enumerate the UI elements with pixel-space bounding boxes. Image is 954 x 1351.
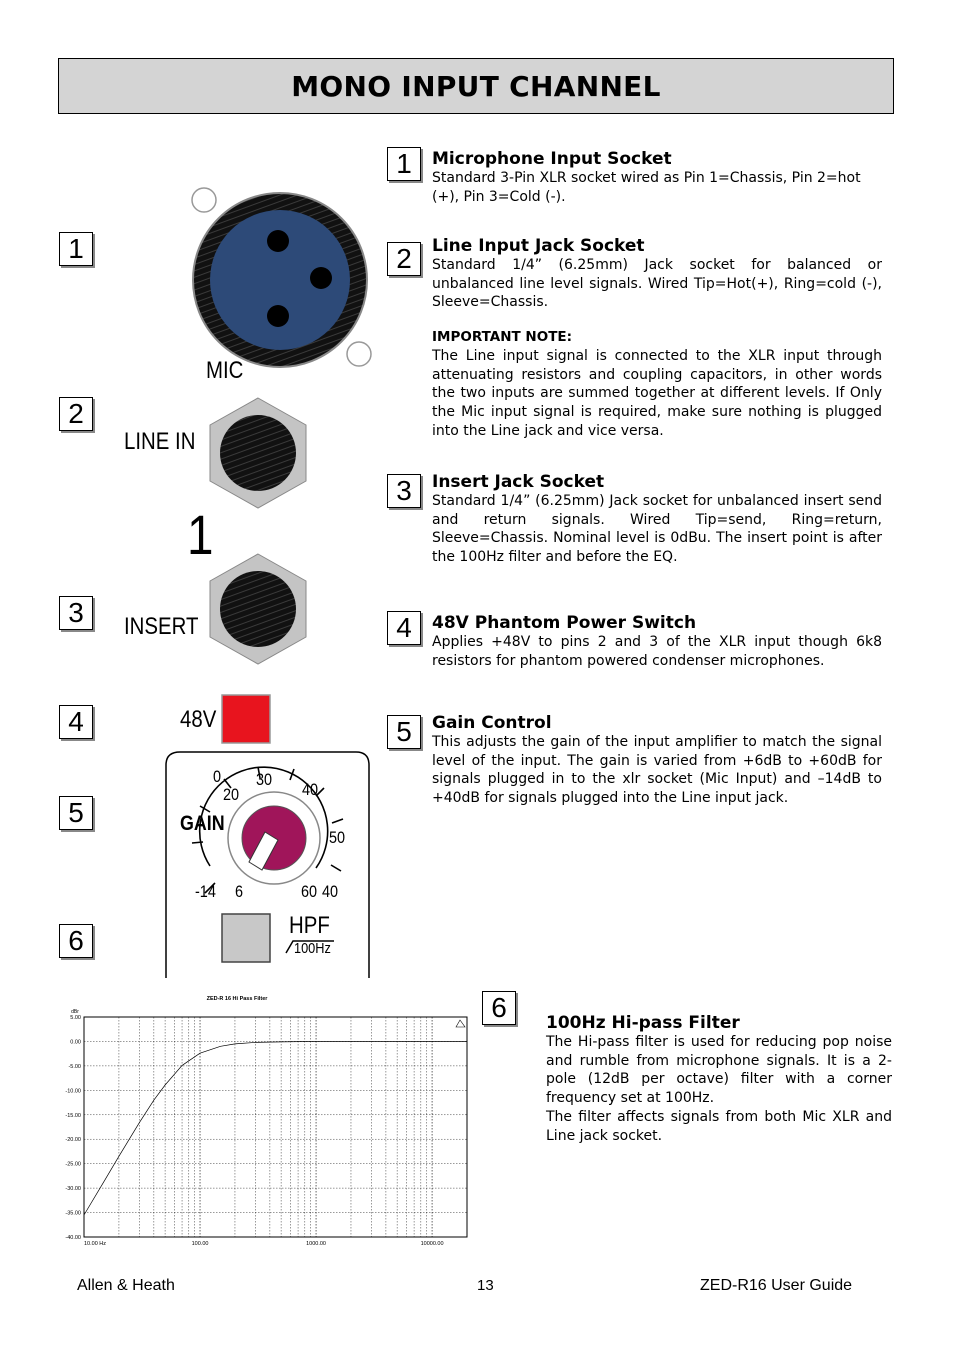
chart-ytick-label: -25.00 — [65, 1161, 81, 1168]
chart-ytick-label: -35.00 — [65, 1210, 81, 1217]
chart-ylabel: dBr — [71, 1009, 79, 1015]
chart-xtick-label: 1000.00 — [306, 1241, 326, 1247]
section-number-5: 5 — [387, 715, 421, 749]
section-text: The Hi-pass filter is used for reducing pop noise and rumble from microphone signals. It is a 2-pole (12dB per octave) filter with a corner frequency set at 100Hz. — [546, 1034, 892, 1107]
section-text: Standard 1/4” (6.25mm) Jack socket for balanced or unbalanced line level signals. Wired Tip=Hot(+), Ring=cold (-), Sleeve=Chassis. — [432, 257, 882, 311]
section-mic-input — [432, 149, 864, 206]
gain-label: GAIN — [180, 812, 225, 835]
section-text: Standard 1/4” (6.25mm) Jack socket for unbalanced insert send and return signals. Wired Tip=send, Ring=return, Sleeve=Chassis. Nominal level is 0dBu. The insert point is after the 100Hz filter and before the EQ. — [432, 493, 882, 566]
chart-ytick-label: 5.00 — [70, 1015, 81, 1021]
gain-scale-50: 50 — [329, 828, 346, 847]
section-gain — [432, 713, 882, 808]
chart-series-line — [84, 1041, 467, 1215]
footer-company: Allen & Heath — [77, 1277, 175, 1294]
insert-jack-hole — [220, 571, 296, 647]
gain-scale-6: 6 — [235, 882, 244, 901]
section-text: Standard 3-Pin XLR socket wired as Pin 1=Chassis, Pin 2=hot (+), Pin 3=Cold (-). — [432, 170, 861, 205]
chart-title: ZED-R 16 Hi Pass Filter — [206, 996, 268, 1002]
panel-number-6: 6 — [59, 924, 93, 958]
section-title: 100Hz Hi-pass Filter — [546, 1013, 740, 1033]
section-title: Microphone Input Socket — [432, 149, 672, 169]
section-number-4: 4 — [387, 611, 421, 645]
hpf-switch — [222, 914, 270, 962]
chart-plot-frame — [84, 1017, 467, 1237]
channel-number: 1 — [187, 503, 214, 566]
footer-guide-name: ZED-R16 User Guide — [700, 1277, 853, 1294]
hpf-response-chart — [60, 990, 472, 1252]
chart-ytick-label: -40.00 — [65, 1235, 81, 1241]
phantom-48v-switch — [222, 695, 270, 743]
page-title: MONO INPUT CHANNEL — [291, 69, 661, 103]
phantom-label: 48V — [180, 706, 217, 733]
xlr-screw-bottom — [347, 342, 371, 366]
section-title: Gain Control — [432, 713, 552, 733]
mic-label: MIC — [206, 357, 244, 384]
hpf-label: HPF — [289, 912, 330, 939]
gain-scale-20: 20 — [223, 785, 240, 804]
xlr-pin-3 — [267, 305, 289, 327]
section-text: Applies +48V to pins 2 and 3 of the XLR input though 6k8 resistors for phantom powered condenser microphones. — [432, 634, 882, 669]
gain-scale-40-line: 40 — [322, 882, 339, 901]
line-in-jack-hole — [220, 415, 296, 491]
chart-ytick-label: -30.00 — [65, 1186, 81, 1193]
panel-number-1: 1 — [59, 232, 93, 266]
section-number-6: 6 — [482, 991, 516, 1025]
chart-ytick-label: -5.00 — [68, 1063, 81, 1070]
important-note-title: IMPORTANT NOTE: — [432, 329, 573, 346]
xlr-screw-top — [192, 188, 216, 212]
gain-scale-40: 40 — [302, 780, 319, 799]
xlr-pin-2 — [310, 267, 332, 289]
chart-ytick-label: 0.00 — [70, 1039, 81, 1046]
panel-number-3: 3 — [59, 596, 93, 630]
important-note-text: The Line input signal is connected to the XLR input through attenuating resistors and coupling capacitors, in other words the two inputs are summed together at different levels. If Only the Mic input signal is required, make sure nothing is plugged into the Line jack and vice versa. — [432, 347, 882, 439]
section-title: Line Input Jack Socket — [432, 236, 645, 256]
chart-ytick-label: -20.00 — [65, 1137, 81, 1144]
gain-scale-60: 60 — [301, 882, 318, 901]
section-number-3: 3 — [387, 474, 421, 508]
gain-scale-30: 30 — [256, 770, 273, 789]
section-insert — [432, 472, 882, 567]
hpf-freq-label: 100Hz — [294, 940, 331, 957]
panel-number-2: 2 — [59, 397, 93, 431]
section-line-input — [432, 236, 882, 440]
chart-marker-icon — [456, 1020, 465, 1027]
section-number-2: 2 — [387, 242, 421, 276]
section-text-2: The filter affects signals from both Mic XLR and Line jack socket. — [546, 1108, 892, 1144]
gain-scale-0: 0 — [213, 767, 222, 786]
xlr-pin-1 — [267, 230, 289, 252]
gain-scale-minus14: -14 — [195, 882, 216, 901]
section-phantom — [432, 613, 882, 670]
panel-number-5: 5 — [59, 796, 93, 830]
chart-xtick-label: 10.00 Hz — [84, 1241, 107, 1247]
section-text: This adjusts the gain of the input amplifier to match the signal level of the input. The gain is varied from +6dB to +60dB for signals plugged in to the xlr socket (Mic Input) and –14dB to +40dB for signals plugged into the Line input jack. — [432, 734, 882, 807]
insert-label: INSERT — [124, 613, 199, 640]
line-in-label: LINE IN — [124, 428, 196, 455]
panel-number-4: 4 — [59, 705, 93, 739]
chart-ytick-label: -15.00 — [65, 1112, 81, 1119]
section-title: Insert Jack Socket — [432, 472, 605, 492]
chart-xtick-label: 100.00 — [191, 1241, 209, 1247]
section-number-1: 1 — [387, 147, 421, 181]
footer-page-number: 13 — [477, 1277, 494, 1294]
chart-xtick-label: 10000.00 — [420, 1241, 444, 1247]
section-title: 48V Phantom Power Switch — [432, 613, 697, 633]
section-hpf — [546, 1013, 892, 1145]
chart-ytick-label: -10.00 — [65, 1088, 81, 1095]
